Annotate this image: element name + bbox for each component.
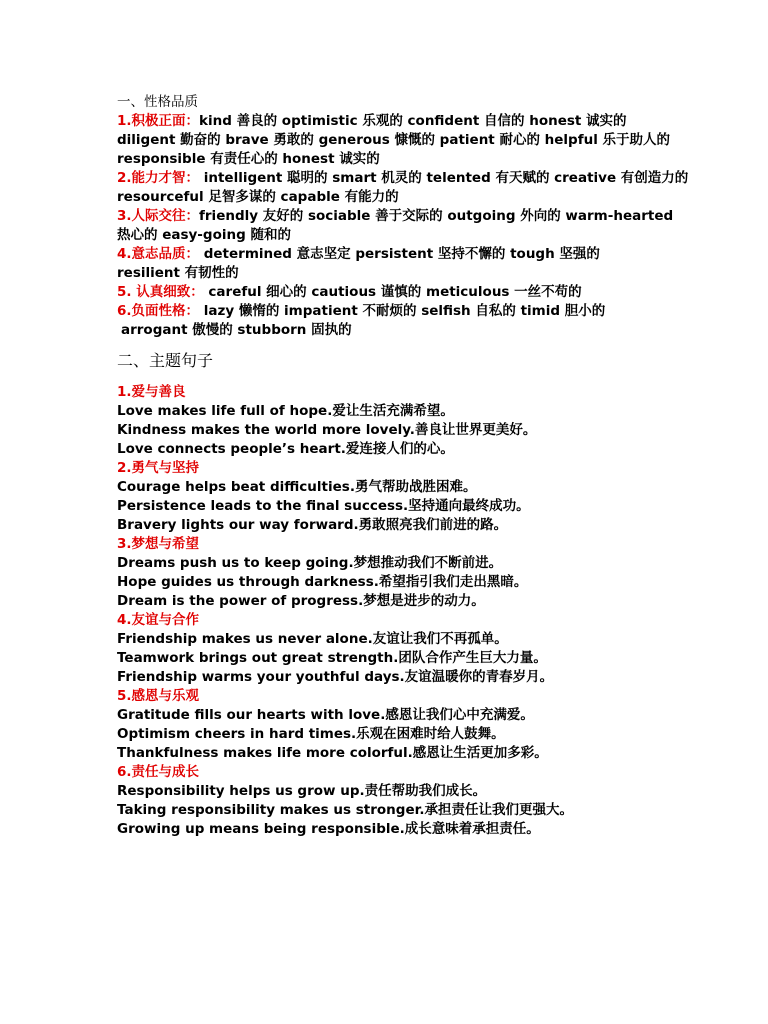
trait-category-label: 5. 认真细致：: [117, 284, 204, 300]
trait-line: [117, 302, 717, 321]
theme-sentence: Courage helps beat difficulties.勇气帮助战胜困难。: [117, 479, 477, 495]
theme-sentence: Friendship makes us never alone.友谊让我们不再孤单。: [117, 631, 508, 647]
trait-category-label: 4.意志品质：: [117, 246, 200, 262]
theme-heading: 6.责任与成长: [117, 764, 200, 780]
theme-sentence: Optimism cheers in hard times.乐观在困难时给人鼓舞。: [117, 726, 505, 742]
trait-line: [117, 112, 717, 131]
trait-line: [117, 321, 717, 340]
theme-sentence: Dream is the power of progress.梦想是进步的动力。: [117, 593, 485, 609]
trait-words: resourceful 足智多谋的 capable 有能力的: [117, 189, 399, 205]
theme-sentence: Hope guides us through darkness.希望指引我们走出黑暗。: [117, 574, 528, 590]
trait-line: [117, 245, 717, 264]
trait-words: lazy 懒惰的 impatient 不耐烦的 selfish 自私的 timid 胆小的: [199, 303, 606, 319]
theme-sentence: Kindness makes the world more lovely.善良让世界更美好。: [117, 422, 537, 438]
theme-heading: 4.友谊与合作: [117, 612, 200, 628]
theme-sentence: Teamwork brings out great strength.团队合作产生巨大力量。: [117, 650, 547, 666]
section2-title: 二、主题句子: [117, 351, 214, 370]
trait-words: intelligent 聪明的 smart 机灵的 telented 有天赋的 creative 有创造力的: [199, 170, 689, 186]
trait-line: [117, 150, 717, 169]
trait-line: [117, 188, 717, 207]
trait-category-label: 1.积极正面：: [117, 113, 200, 129]
theme-heading: 5.感恩与乐观: [117, 688, 200, 704]
trait-words: careful 细心的 cautious 谨慎的 meticulous 一丝不苟的: [203, 284, 582, 300]
trait-line: [117, 283, 717, 302]
theme-sentence: Responsibility helps us grow up.责任帮助我们成长。: [117, 783, 487, 799]
trait-line: [117, 226, 717, 245]
theme-sentence: Love makes life full of hope.爱让生活充满希望。: [117, 403, 454, 419]
theme-sentence: Persistence leads to the final success.坚持通向最终成功。: [117, 498, 530, 514]
theme-heading: 2.勇气与坚持: [117, 460, 200, 476]
theme-sentence: Dreams push us to keep going.梦想推动我们不断前进。: [117, 555, 503, 571]
trait-line: [117, 169, 717, 188]
trait-category-label: 2.能力才智：: [117, 170, 200, 186]
theme-sentence: Bravery lights our way forward.勇敢照亮我们前进的路。: [117, 517, 508, 533]
trait-line: [117, 207, 717, 226]
trait-words: kind 善良的 optimistic 乐观的 confident 自信的 honest 诚实的: [199, 113, 627, 129]
theme-sentence: Friendship warms your youthful days.友谊温暖你的青春岁月。: [117, 669, 554, 685]
theme-sentence: Growing up means being responsible.成长意味着承担责任。: [117, 821, 540, 837]
theme-heading: 1.爱与善良: [117, 384, 186, 400]
document-content: [117, 93, 717, 839]
theme-heading: 3.梦想与希望: [117, 536, 200, 552]
trait-words: responsible 有责任心的 honest 诚实的: [117, 151, 380, 167]
section2-groups: [117, 383, 717, 839]
theme-sentence: Thankfulness makes life more colorful.感恩让生活更加多彩。: [117, 745, 548, 761]
trait-line: [117, 131, 717, 150]
theme-sentence: Love connects people’s heart.爱连接人们的心。: [117, 441, 454, 457]
section1-title: 一、性格品质: [117, 94, 198, 110]
trait-words: determined 意志坚定 persistent 坚持不懈的 tough 坚强的: [199, 246, 600, 262]
theme-sentence: Taking responsibility makes us stronger.承担责任让我们更强大。: [117, 802, 573, 818]
trait-words: 热心的 easy-going 随和的: [117, 227, 291, 243]
section1-lines: [117, 112, 717, 340]
trait-line: [117, 264, 717, 283]
trait-category-label: 6.负面性格：: [117, 303, 200, 319]
trait-category-label: 3.人际交往：: [117, 208, 200, 224]
trait-words: resilient 有韧性的: [117, 265, 239, 281]
trait-words: arrogant 傲慢的 stubborn 固执的: [121, 322, 352, 338]
theme-sentence: Gratitude fills our hearts with love.感恩让我们心中充满爱。: [117, 707, 534, 723]
trait-words: diligent 勤奋的 brave 勇敢的 generous 慷慨的 patient 耐心的 helpful 乐于助人的: [117, 132, 671, 148]
trait-words: friendly 友好的 sociable 善于交际的 outgoing 外向的 warm-hearted: [199, 208, 674, 224]
